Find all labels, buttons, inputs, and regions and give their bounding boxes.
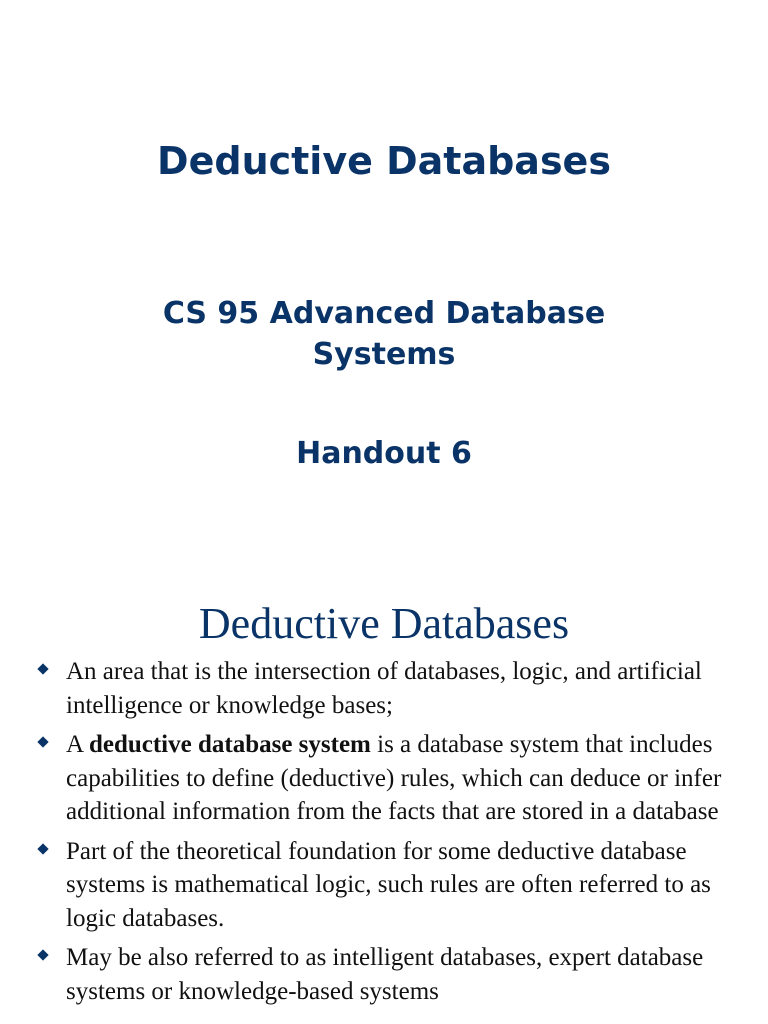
diamond-bullet-icon bbox=[37, 663, 48, 674]
course-title-line-2: Systems bbox=[312, 337, 456, 372]
course-title bbox=[84, 293, 684, 375]
diamond-bullet-icon bbox=[37, 736, 48, 747]
bullet-item bbox=[36, 655, 746, 722]
bullet-text-suffix: is a database system that includes capabilities to define (deductive) rules, which can deduce or infer additional information from the facts that are stored in a database bbox=[66, 731, 722, 825]
bullet-text: Part of the theoretical foundation for some deductive database systems is mathematical logic, such rules are often referred to as logic databases. bbox=[66, 837, 711, 932]
bullet-text: May be also referred to as intelligent databases, expert database systems or knowledge-based systems bbox=[66, 944, 704, 1005]
bullet-list bbox=[36, 655, 746, 1014]
bullet-item bbox=[36, 728, 746, 829]
bullet-item bbox=[36, 835, 746, 936]
bullet-text-prefix: A bbox=[66, 731, 89, 758]
diamond-bullet-icon bbox=[37, 843, 48, 854]
bullet-item bbox=[36, 941, 746, 1008]
content-slide bbox=[0, 576, 768, 1024]
diamond-bullet-icon bbox=[37, 949, 48, 960]
content-slide-title: Deductive Databases bbox=[198, 599, 570, 648]
bullet-text: An area that is the intersection of databases, logic, and artificial intelligence or knowledge bases; bbox=[66, 658, 702, 719]
bullet-text-bold-term: deductive database system bbox=[88, 731, 371, 758]
handout-label: Handout 6 bbox=[296, 436, 472, 471]
slide-title: Deductive Databases bbox=[157, 139, 611, 183]
course-title-line-1: CS 95 Advanced Database bbox=[162, 296, 606, 331]
